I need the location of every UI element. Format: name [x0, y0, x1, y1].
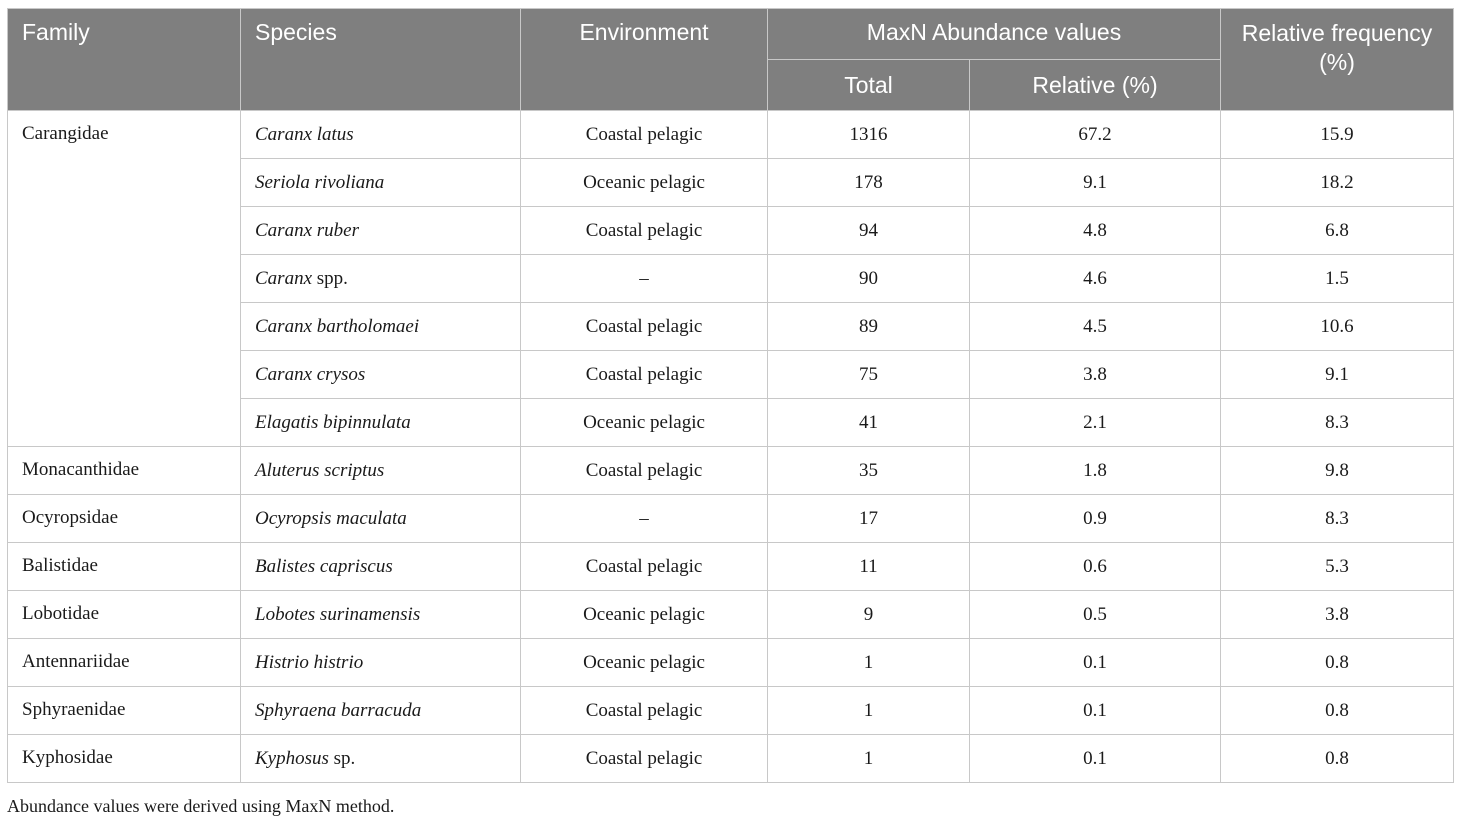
species-name: Caranx latus: [255, 123, 354, 145]
environment-cell: –: [521, 495, 768, 543]
frequency-cell: 0.8: [1221, 735, 1454, 783]
species-name: Caranx crysos: [255, 363, 366, 385]
frequency-cell: 6.8: [1221, 207, 1454, 255]
frequency-cell: 15.9: [1221, 111, 1454, 159]
frequency-cell: 1.5: [1221, 255, 1454, 303]
species-abundance-table: [7, 8, 1454, 783]
header-species: Species: [241, 9, 521, 111]
frequency-cell: 0.8: [1221, 687, 1454, 735]
species-name: Kyphosus: [255, 747, 329, 769]
species-cell: [241, 399, 521, 447]
table-footnote: Abundance values were derived using MaxN method.: [7, 796, 395, 816]
table-body: [8, 111, 1454, 783]
species-suffix: spp.: [312, 267, 348, 289]
environment-cell: Coastal pelagic: [521, 111, 768, 159]
environment-cell: Coastal pelagic: [521, 303, 768, 351]
species-cell: [241, 207, 521, 255]
table-header: [8, 9, 1454, 111]
species-name: Sphyraena barracuda: [255, 699, 422, 721]
frequency-cell: 18.2: [1221, 159, 1454, 207]
relative-cell: 0.1: [970, 639, 1221, 687]
species-cell: [241, 303, 521, 351]
species-cell: [241, 639, 521, 687]
total-cell: 17: [768, 495, 970, 543]
relative-cell: 0.9: [970, 495, 1221, 543]
table-row: [8, 447, 1454, 495]
species-name: Caranx ruber: [255, 219, 359, 241]
relative-cell: 4.8: [970, 207, 1221, 255]
family-cell: Carangidae: [8, 111, 241, 447]
frequency-cell: 8.3: [1221, 399, 1454, 447]
relative-cell: 0.1: [970, 735, 1221, 783]
family-cell: Balistidae: [8, 543, 241, 591]
header-relative: Relative (%): [970, 60, 1221, 111]
environment-cell: Coastal pelagic: [521, 447, 768, 495]
species-cell: [241, 159, 521, 207]
species-name: Elagatis bipinnulata: [255, 411, 411, 433]
header-environment: Environment: [521, 9, 768, 111]
species-name: Histrio histrio: [255, 651, 364, 673]
species-cell: [241, 495, 521, 543]
frequency-cell: 8.3: [1221, 495, 1454, 543]
frequency-cell: 9.1: [1221, 351, 1454, 399]
family-cell: Lobotidae: [8, 591, 241, 639]
species-cell: [241, 255, 521, 303]
frequency-cell: 9.8: [1221, 447, 1454, 495]
total-cell: 41: [768, 399, 970, 447]
environment-cell: Coastal pelagic: [521, 687, 768, 735]
total-cell: 1: [768, 735, 970, 783]
species-cell: [241, 447, 521, 495]
total-cell: 1316: [768, 111, 970, 159]
frequency-cell: 5.3: [1221, 543, 1454, 591]
total-cell: 75: [768, 351, 970, 399]
environment-cell: Oceanic pelagic: [521, 639, 768, 687]
species-name: Balistes capriscus: [255, 555, 393, 577]
relative-cell: 4.5: [970, 303, 1221, 351]
total-cell: 1: [768, 687, 970, 735]
species-name: Aluterus scriptus: [255, 459, 385, 481]
species-cell: [241, 543, 521, 591]
total-cell: 11: [768, 543, 970, 591]
species-cell: [241, 735, 521, 783]
species-name: Caranx bartholomaei: [255, 315, 420, 337]
total-cell: 1: [768, 639, 970, 687]
family-cell: Ocyropsidae: [8, 495, 241, 543]
species-suffix: sp.: [328, 747, 356, 769]
species-name: Ocyropsis maculata: [255, 507, 407, 529]
species-name: Caranx: [255, 267, 312, 289]
species-cell: [241, 351, 521, 399]
environment-cell: Oceanic pelagic: [521, 591, 768, 639]
family-cell: Kyphosidae: [8, 735, 241, 783]
family-cell: Antennariidae: [8, 639, 241, 687]
frequency-cell: 3.8: [1221, 591, 1454, 639]
frequency-cell: 0.8: [1221, 639, 1454, 687]
header-relative-frequency: Relative frequency (%): [1221, 9, 1454, 111]
relative-cell: 9.1: [970, 159, 1221, 207]
species-name: Lobotes surinamensis: [255, 603, 421, 625]
frequency-cell: 10.6: [1221, 303, 1454, 351]
environment-cell: Coastal pelagic: [521, 735, 768, 783]
total-cell: 89: [768, 303, 970, 351]
total-cell: 35: [768, 447, 970, 495]
relative-cell: 3.8: [970, 351, 1221, 399]
table-row: [8, 639, 1454, 687]
family-cell: Sphyraenidae: [8, 687, 241, 735]
total-cell: 9: [768, 591, 970, 639]
header-family: Family: [8, 9, 241, 111]
header-total: Total: [768, 60, 970, 111]
species-cell: [241, 111, 521, 159]
relative-cell: 0.5: [970, 591, 1221, 639]
environment-cell: Coastal pelagic: [521, 351, 768, 399]
species-name: Seriola rivoliana: [255, 171, 385, 193]
relative-cell: 0.6: [970, 543, 1221, 591]
table-row: [8, 495, 1454, 543]
environment-cell: Coastal pelagic: [521, 207, 768, 255]
relative-cell: 1.8: [970, 447, 1221, 495]
table-row: [8, 591, 1454, 639]
total-cell: 94: [768, 207, 970, 255]
environment-cell: Coastal pelagic: [521, 543, 768, 591]
relative-cell: 4.6: [970, 255, 1221, 303]
environment-cell: –: [521, 255, 768, 303]
total-cell: 178: [768, 159, 970, 207]
table-row: [8, 111, 1454, 159]
species-cell: [241, 687, 521, 735]
total-cell: 90: [768, 255, 970, 303]
header-maxn-group: MaxN Abundance values: [768, 9, 1221, 60]
relative-cell: 2.1: [970, 399, 1221, 447]
table-row: [8, 735, 1454, 783]
environment-cell: Oceanic pelagic: [521, 159, 768, 207]
relative-cell: 67.2: [970, 111, 1221, 159]
relative-cell: 0.1: [970, 687, 1221, 735]
table-row: [8, 543, 1454, 591]
environment-cell: Oceanic pelagic: [521, 399, 768, 447]
table-row: [8, 687, 1454, 735]
family-cell: Monacanthidae: [8, 447, 241, 495]
species-cell: [241, 591, 521, 639]
